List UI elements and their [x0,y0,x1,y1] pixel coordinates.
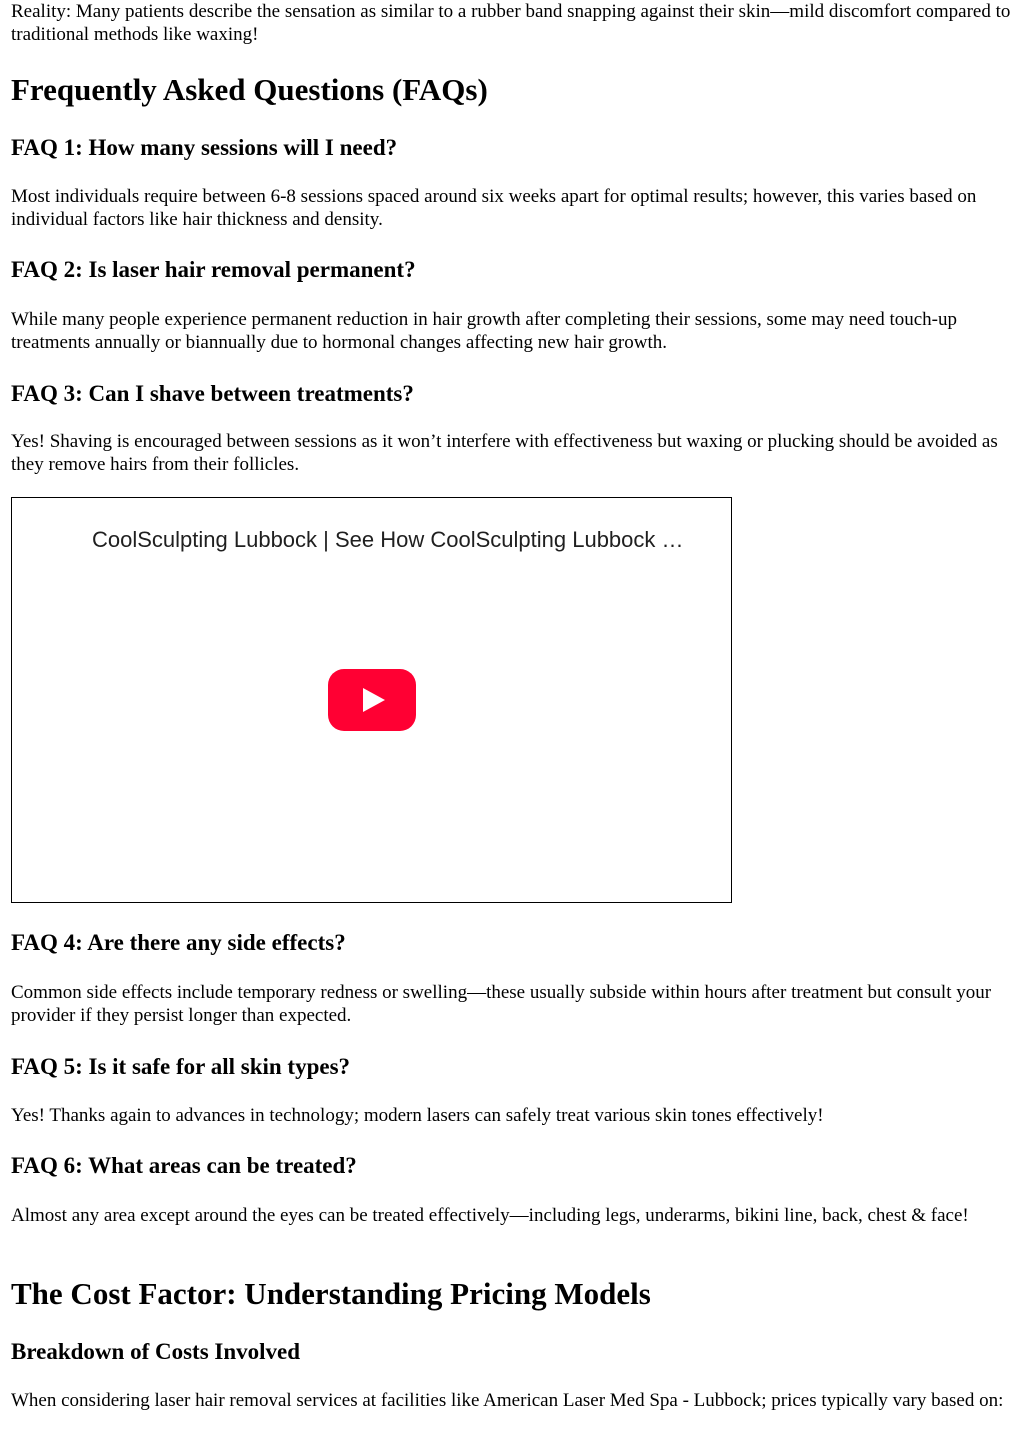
faq-4-question: FAQ 4: Are there any side effects? [11,930,346,955]
faq-6-question: FAQ 6: What areas can be treated? [11,1153,357,1178]
faq-heading: Frequently Asked Questions (FAQs) [11,72,488,107]
faq-1-question: FAQ 1: How many sessions will I need? [11,135,398,160]
faq-3-question: FAQ 3: Can I shave between treatments? [11,381,414,406]
reality-paragraph: Reality: Many patients describe the sensation as similar to a rubber band snapping against their skin—mild discomfort compared to traditional methods like waxing! [11,1,1011,45]
faq-6-answer: Almost any area except around the eyes can be treated effectively—including legs, underarms, bikini line, back, chest & face! [11,1205,969,1226]
play-triangle-icon [363,688,385,712]
youtube-video-embed[interactable] [11,497,732,903]
faq-4-answer: Common side effects include temporary redness or swelling—these usually subside within hours after treatment but consult your provider if they persist longer than expected. [11,982,992,1026]
cost-paragraph: When considering laser hair removal services at facilities like American Laser Med Spa - Lubbock; prices typically vary based on: [11,1390,1004,1411]
cost-heading: The Cost Factor: Understanding Pricing Models [11,1276,651,1311]
faq-2-answer: While many people experience permanent reduction in hair growth after completing their sessions, some may need touch-up treatments annually or biannually due to hormonal changes affecting new hair growth. [11,309,957,353]
faq-3-answer: Yes! Shaving is encouraged between sessions as it won’t interfere with effectiveness but waxing or plucking should be avoided as they remove hairs from their follicles. [11,431,998,475]
video-title[interactable]: CoolSculpting Lubbock | See How CoolSculpting Lubbock … [92,527,684,552]
faq-5-question: FAQ 5: Is it safe for all skin types? [11,1054,351,1079]
faq-5-answer: Yes! Thanks again to advances in technology; modern lasers can safely treat various skin tones effectively! [11,1105,824,1126]
play-icon[interactable] [328,669,416,731]
faq-1-answer: Most individuals require between 6-8 sessions spaced around six weeks apart for optimal results; however, this varies based on individual factors like hair thickness and density. [11,186,977,230]
faq-2-question: FAQ 2: Is laser hair removal permanent? [11,257,416,282]
cost-subheading: Breakdown of Costs Involved [11,1339,301,1364]
